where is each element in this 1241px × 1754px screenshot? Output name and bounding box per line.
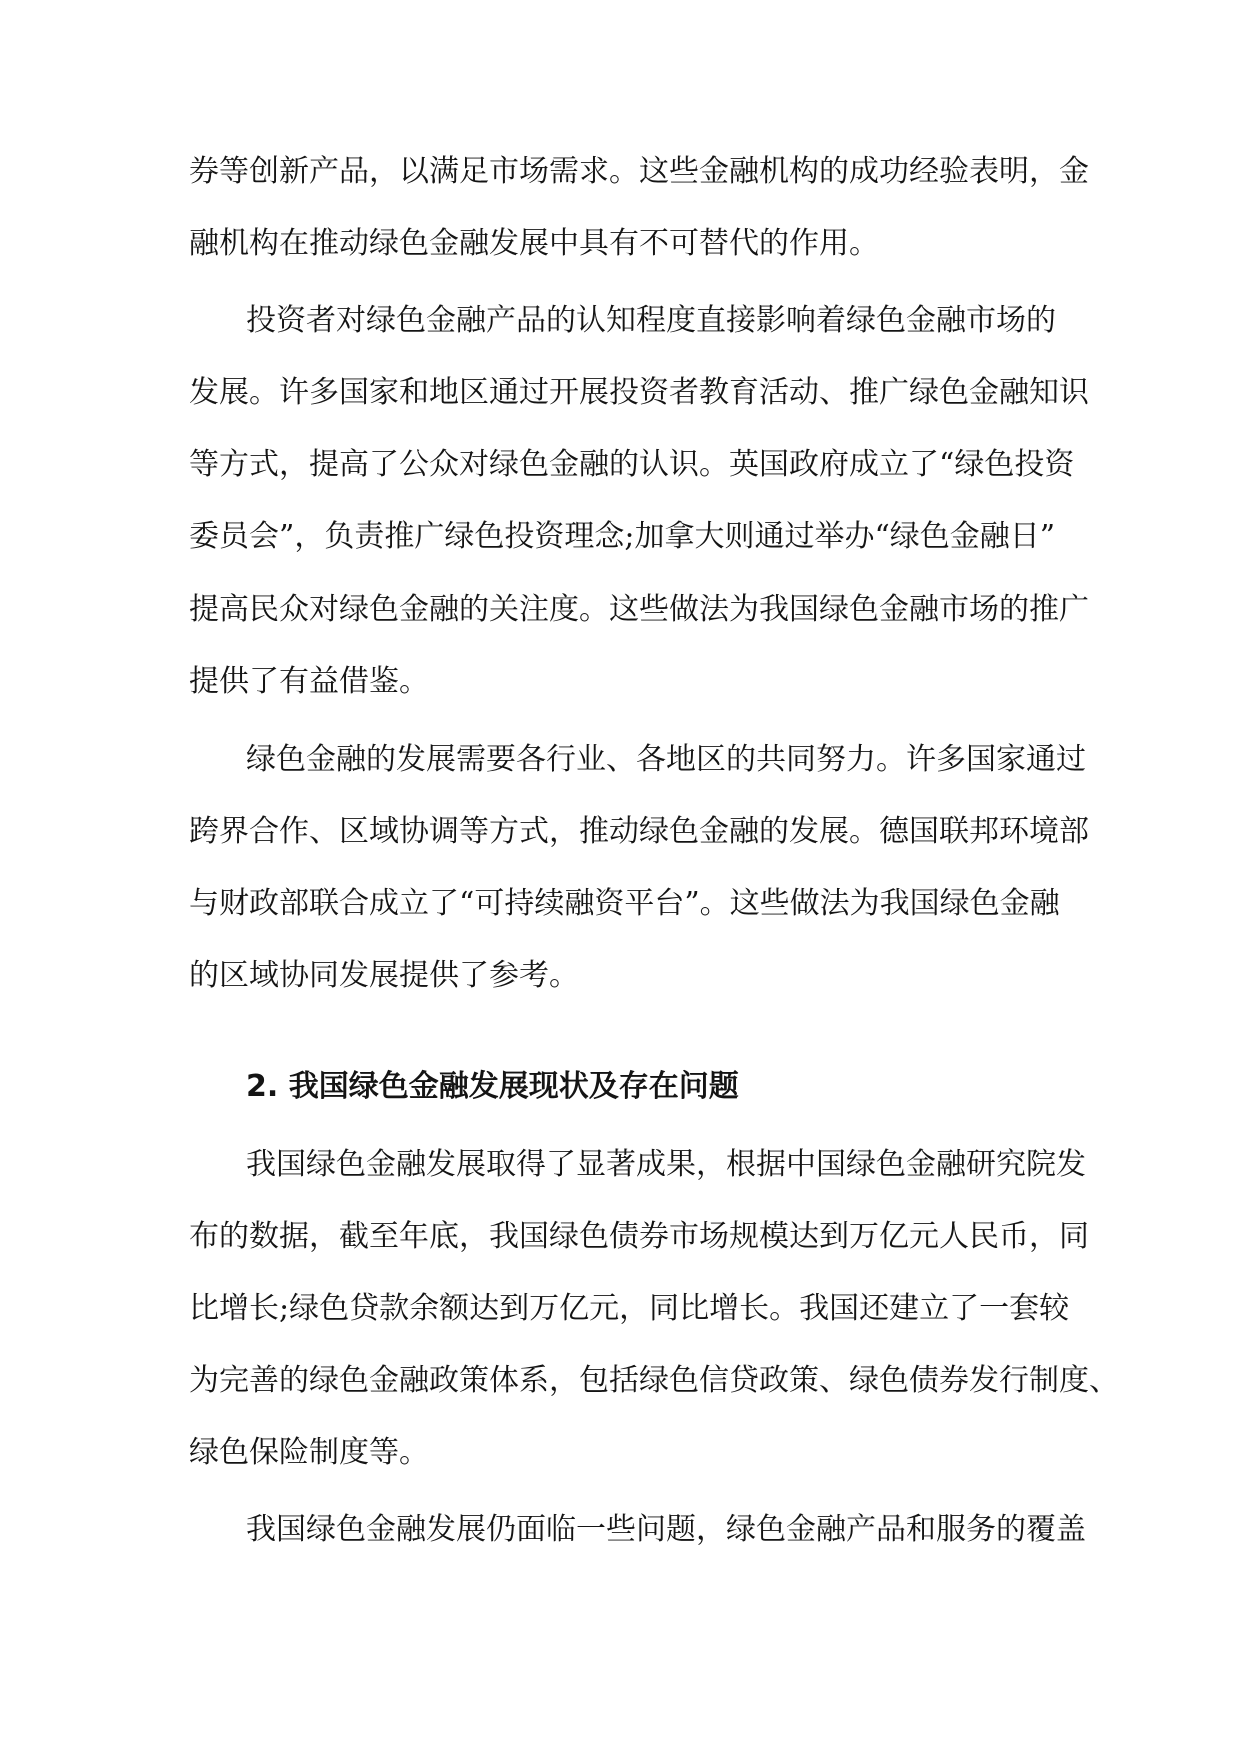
paragraph-line: 的区域协同发展提供了参考。 [189, 958, 579, 993]
paragraph-line: 我国绿色金融发展仍面临一些问题，绿色金融产品和服务的覆盖 [246, 1512, 1086, 1547]
paragraph-line: 为完善的绿色金融政策体系，包括绿色信贷政策、绿色债券发行制度、 [189, 1363, 1119, 1398]
paragraph-line: 比增长;绿色贷款余额达到万亿元，同比增长。我国还建立了一套较 [189, 1291, 1070, 1326]
paragraph-line: 发展。许多国家和地区通过开展投资者教育活动、推广绿色金融知识 [189, 375, 1089, 410]
paragraph-line: 布的数据，截至年底，我国绿色债券市场规模达到万亿元人民币，同 [189, 1219, 1089, 1254]
paragraph-line: 绿色金融的发展需要各行业、各地区的共同努力。许多国家通过 [246, 742, 1086, 777]
paragraph-line: 券等创新产品，以满足市场需求。这些金融机构的成功经验表明，金 [189, 154, 1089, 189]
paragraph-line: 提供了有益借鉴。 [189, 664, 429, 699]
paragraph-line: 委员会”，负责推广绿色投资理念;加拿大则通过举办“绿色金融日” [189, 519, 1056, 554]
paragraph-line: 融机构在推动绿色金融发展中具有不可替代的作用。 [189, 226, 879, 261]
section-heading: 2. 我国绿色金融发展现状及存在问题 [246, 1069, 739, 1104]
paragraph-line: 与财政部联合成立了“可持续融资平台”。这些做法为我国绿色金融 [189, 886, 1060, 921]
paragraph-line: 绿色保险制度等。 [189, 1435, 429, 1470]
paragraph-line: 跨界合作、区域协调等方式，推动绿色金融的发展。德国联邦环境部 [189, 814, 1089, 849]
paragraph-line: 等方式，提高了公众对绿色金融的认识。英国政府成立了“绿色投资 [189, 447, 1075, 482]
paragraph-line: 投资者对绿色金融产品的认知程度直接影响着绿色金融市场的 [246, 303, 1056, 338]
paragraph-line: 提高民众对绿色金融的关注度。这些做法为我国绿色金融市场的推广 [189, 592, 1089, 627]
paragraph-line: 我国绿色金融发展取得了显著成果，根据中国绿色金融研究院发 [246, 1147, 1086, 1182]
